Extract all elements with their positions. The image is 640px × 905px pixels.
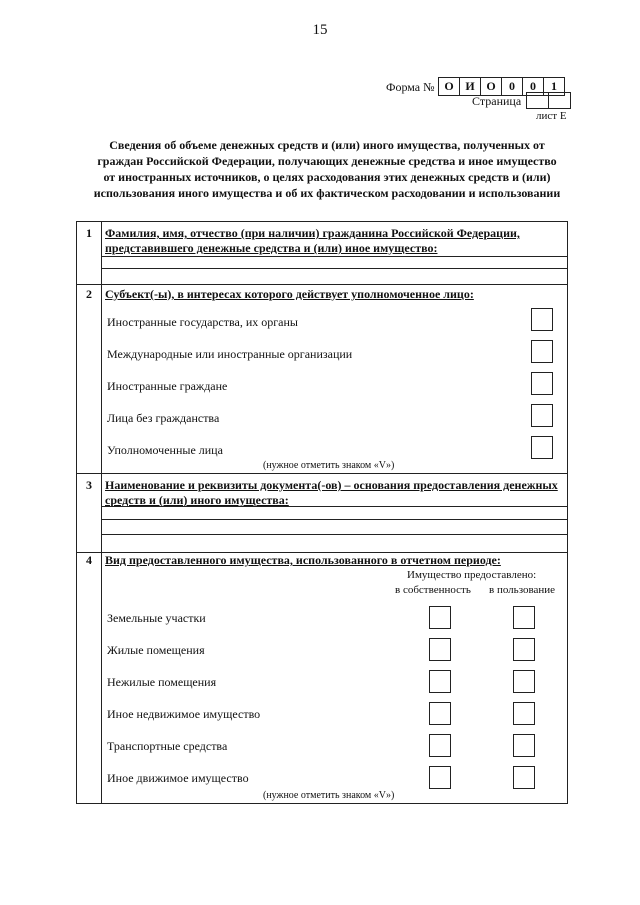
column-use: в пользование	[489, 584, 556, 596]
subject-checkbox[interactable]	[531, 340, 553, 363]
subject-item-label: Иностранные государства, их органы	[107, 315, 298, 329]
section-1-number: 1	[86, 226, 92, 240]
subject-item-label: Уполномоченные лица	[107, 443, 223, 457]
ownership-checkbox[interactable]	[429, 638, 451, 661]
property-item-label: Иное движимое имущество	[107, 771, 249, 785]
subject-item-label: Иностранные граждане	[107, 379, 228, 393]
section-3-entry-line[interactable]	[101, 519, 567, 520]
subject-item-label: Лица без гражданства	[107, 411, 220, 425]
section-4-number: 4	[86, 553, 92, 567]
ownership-checkbox[interactable]	[429, 606, 451, 629]
property-item-label: Земельные участки	[107, 611, 206, 625]
form-code-cell: И	[459, 77, 481, 96]
section-4-note: (нужное отметить знаком «V»)	[263, 790, 395, 801]
page-number-field[interactable]	[527, 92, 571, 109]
use-checkbox[interactable]	[513, 702, 535, 725]
form-code-cell: 1	[543, 77, 565, 96]
use-checkbox[interactable]	[513, 606, 535, 629]
section-1-entry-line[interactable]	[101, 268, 567, 269]
form-code-cell: 0	[522, 77, 544, 96]
use-checkbox[interactable]	[513, 670, 535, 693]
property-item-label: Жилые помещения	[107, 643, 205, 657]
form-number-label: Форма №	[386, 80, 435, 94]
subject-checkbox[interactable]	[531, 436, 553, 459]
page-number: 15	[312, 22, 328, 38]
property-item-label: Иное недвижимое имущество	[107, 707, 261, 721]
form-code-cell: О	[438, 77, 460, 96]
ownership-checkbox[interactable]	[429, 734, 451, 757]
section-3-entry-line[interactable]	[101, 506, 567, 507]
subject-checkbox[interactable]	[531, 404, 553, 427]
document-title: Сведения об объеме денежных средств и (или) иного имущества, полученных от граждан Российской Федерации, получающих денежные средства и иное имущество от иностранных источников, о целях расходования этих денежных средств и (или) использования иного имущества и об их фактическом расходовании и использовании	[93, 138, 561, 200]
section-2-title: Субъект(-ы), в интересах которого действует уполномоченное лицо:	[105, 287, 474, 301]
section-1	[76, 221, 568, 285]
section-4	[76, 551, 568, 804]
section-1-entry-line[interactable]	[101, 256, 567, 257]
form-code-cell: О	[480, 77, 502, 96]
section-2-number: 2	[86, 287, 92, 301]
ownership-checkbox[interactable]	[429, 670, 451, 693]
use-checkbox[interactable]	[513, 766, 535, 789]
ownership-checkbox[interactable]	[429, 702, 451, 725]
section-3	[76, 473, 568, 553]
form-code-cell: 0	[501, 77, 523, 96]
section-3-title: Наименование и реквизиты документа(-ов) – основания предоставления денежных средств и (или) иного имущества:	[105, 478, 558, 507]
ownership-checkbox[interactable]	[429, 766, 451, 789]
subject-checkbox[interactable]	[531, 308, 553, 331]
property-provided-header: Имущество предоставлено:	[407, 569, 537, 581]
section-4-title: Вид предоставленного имущества, использованного в отчетном периоде:	[105, 553, 501, 567]
sheet-label: лист Е	[536, 110, 567, 122]
section-3-number: 3	[86, 478, 92, 492]
property-item-label: Нежилые помещения	[107, 675, 217, 689]
subject-checkbox[interactable]	[531, 372, 553, 395]
subject-item-label: Международные или иностранные организации	[107, 347, 353, 361]
section-2-note: (нужное отметить знаком «V»)	[263, 460, 395, 471]
section-1-title: Фамилия, имя, отчество (при наличии) гражданина Российской Федерации, представившего денежные средства и (или) иное имущество:	[105, 226, 520, 255]
page-label: Страница	[472, 94, 522, 108]
section-2	[76, 283, 568, 474]
property-item-label: Транспортные средства	[107, 739, 228, 753]
section-3-entry-line[interactable]	[101, 534, 567, 535]
use-checkbox[interactable]	[513, 734, 535, 757]
use-checkbox[interactable]	[513, 638, 535, 661]
column-ownership: в собственность	[395, 584, 471, 596]
